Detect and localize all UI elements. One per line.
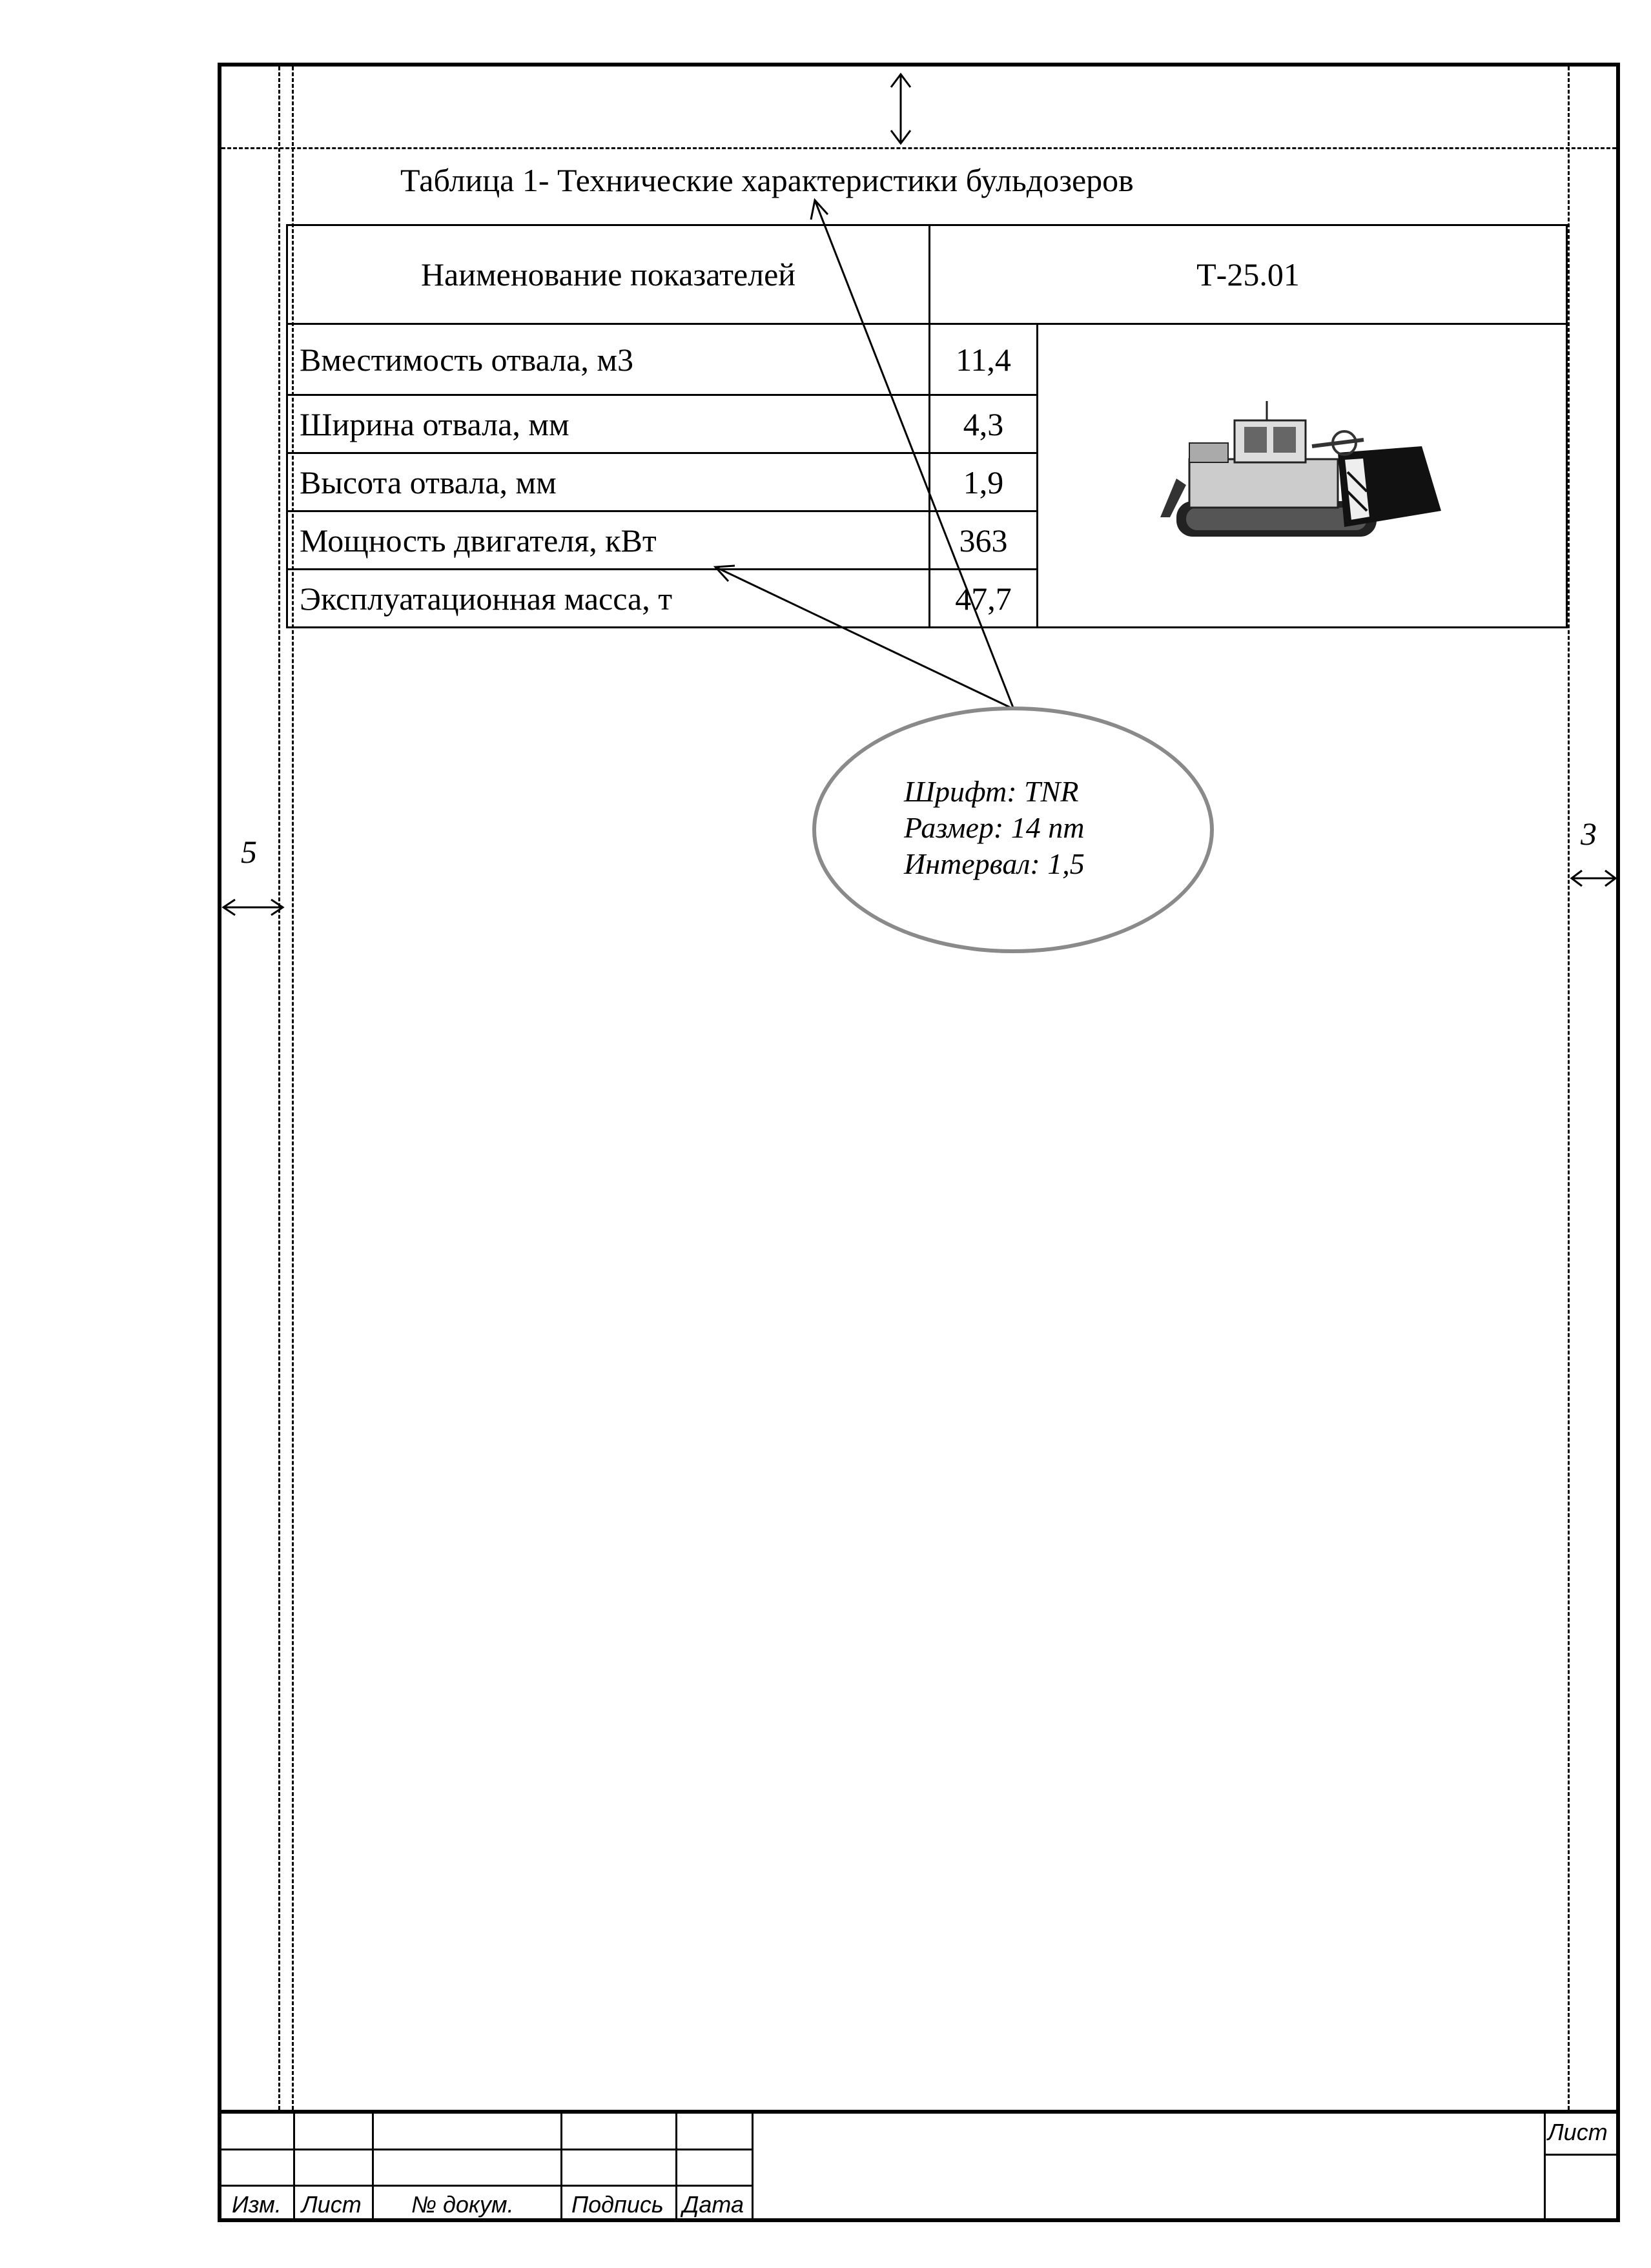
left-margin-value: 5	[241, 834, 257, 870]
sheet-box-left-border	[1544, 2110, 1546, 2222]
row-value: 1,9	[930, 453, 1038, 511]
row-label: Эксплуатационная масса, т	[287, 570, 930, 628]
stamp-label-signature: Подпись	[571, 2191, 664, 2218]
note-font-line: Шрифт: TNR	[904, 775, 1079, 808]
header-model-cell: Т-25.01	[930, 225, 1567, 324]
stamp-label-date: Дата	[682, 2191, 744, 2218]
title-block	[218, 2110, 1620, 2222]
stamp-label-sheet-number: Лист	[1548, 2119, 1608, 2145]
row-label: Высота отвала, мм	[287, 453, 930, 511]
row-value: 363	[930, 511, 1038, 570]
stamp-label-sheet: Лист	[302, 2191, 362, 2218]
right-margin-arrow	[1569, 865, 1618, 891]
row-value: 47,7	[930, 570, 1038, 628]
row-label: Ширина отвала, мм	[287, 395, 930, 453]
row-label: Мощность двигателя, кВт	[287, 511, 930, 570]
font-note	[904, 774, 1085, 882]
row-value: 4,3	[930, 395, 1038, 453]
left-margin-arrow	[221, 894, 285, 920]
table-caption: Таблица 1- Технические характеристики бульдозеров	[400, 162, 1134, 198]
note-interval-line: Интервал: 1,5	[904, 847, 1085, 880]
right-margin-value: 3	[1581, 816, 1597, 852]
row-label: Вместимость отвала, м3	[287, 324, 930, 395]
stamp-label-doc-number: № докум.	[411, 2191, 514, 2218]
stamp-label-change: Изм.	[232, 2191, 282, 2218]
header-name-cell: Наименование показателей	[287, 225, 930, 324]
row-value: 11,4	[930, 324, 1038, 395]
sheet-box-divider	[1544, 2154, 1620, 2156]
note-size-line: Размер: 14 пт	[904, 811, 1085, 844]
